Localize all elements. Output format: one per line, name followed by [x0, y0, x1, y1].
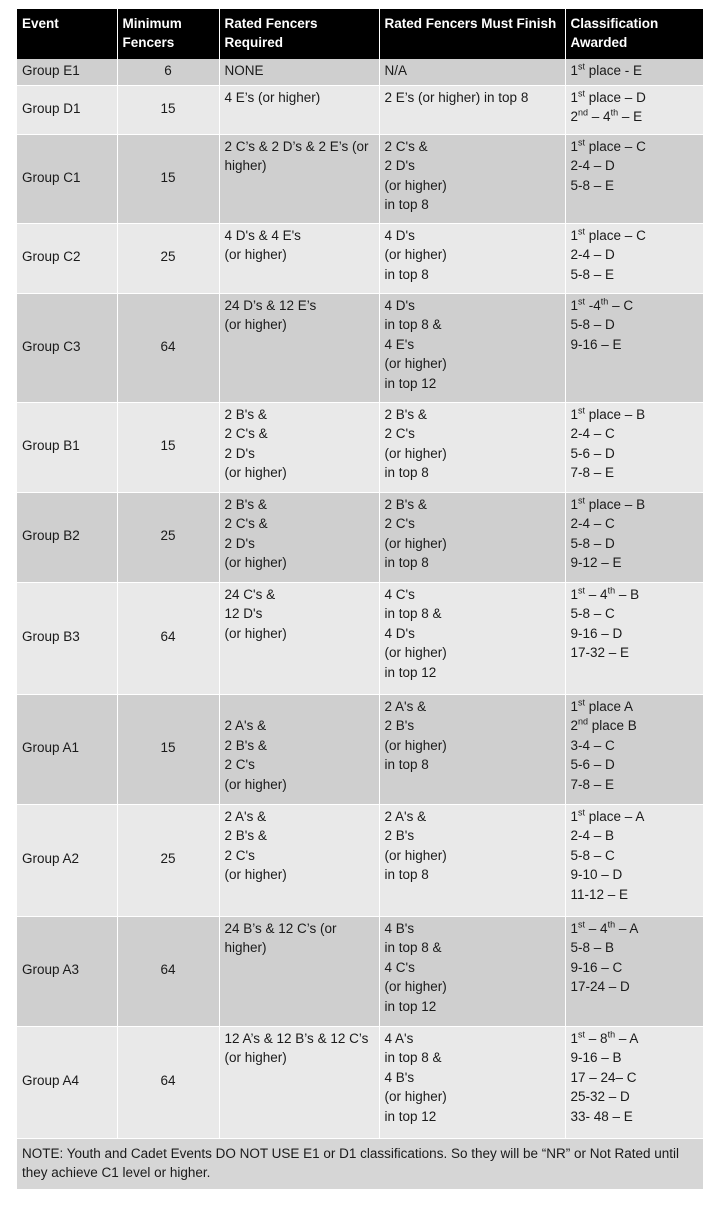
minimum-fencers-cell: 15 — [117, 694, 219, 804]
classification-line: 17-24 – D — [570, 979, 630, 994]
classification-line: 9-16 – D — [570, 625, 623, 641]
header-row — [17, 9, 703, 59]
classification-line: 1st place – C — [570, 226, 646, 243]
table-row — [17, 1026, 703, 1138]
classification-line: 9-12 – E — [570, 555, 622, 570]
header-event: Event — [17, 9, 117, 59]
classification-awarded-cell — [565, 804, 703, 916]
table-body — [17, 59, 703, 1189]
table-row — [17, 134, 703, 223]
minimum-fencers-cell: 25 — [117, 492, 219, 582]
classification-line: 3-4 – C — [570, 737, 615, 753]
classification-line: 5-8 – D — [570, 535, 615, 551]
classification-line: 2nd place B — [570, 716, 637, 733]
classification-line: 5-8 – D — [570, 317, 615, 332]
must-finish-cell: 2 B's & 2 C's (or higher) in top 8 — [379, 492, 565, 582]
rated-required-cell: 4 E’s (or higher) — [219, 85, 379, 134]
classification-line: 1st place - E — [570, 61, 643, 78]
classification-line: 5-8 – C — [570, 606, 615, 621]
must-finish-cell: 4 B's in top 8 & 4 C's (or higher) in top 12 — [379, 916, 565, 1026]
classification-line: 1st place – C — [570, 137, 646, 154]
header-rated-fencers-required: Rated Fencers Required — [219, 9, 379, 59]
event-cell: Group C3 — [17, 293, 117, 402]
table-row — [17, 804, 703, 916]
event-cell: Group C1 — [17, 134, 117, 223]
classification-awarded-cell — [565, 293, 703, 402]
note-text: NOTE: Youth and Cadet Events DO NOT USE E1 or D1 classifications. So they will be “NR” or Not Rated until they achieve C1 level or higher. — [17, 1138, 703, 1189]
classification-awarded-cell — [565, 1026, 703, 1138]
classification-line: 9-16 – C — [570, 959, 623, 975]
must-finish-cell: 2 C's & 2 D's (or higher) in top 8 — [379, 134, 565, 223]
minimum-fencers-cell: 15 — [117, 85, 219, 134]
table-row — [17, 85, 703, 134]
classification-line: 1st -4th – C — [570, 296, 634, 313]
classification-awarded-cell — [565, 85, 703, 134]
must-finish-cell: 4 D's in top 8 & 4 E's (or higher) in top 12 — [379, 293, 565, 402]
classification-awarded-cell — [565, 492, 703, 582]
classification-line: 11-12 – E — [570, 886, 629, 902]
classification-line: 1st place – D — [570, 88, 646, 105]
classification-line: 2nd – 4th – E — [570, 107, 643, 124]
table-row — [17, 492, 703, 582]
minimum-fencers-cell: 25 — [117, 223, 219, 293]
classification-line: 5-8 – E — [570, 177, 615, 193]
classification-line: 5-6 – D — [570, 445, 615, 461]
rated-required-cell: 4 D's & 4 E's (or higher) — [219, 223, 379, 293]
minimum-fencers-cell: 64 — [117, 1026, 219, 1138]
classification-line: 2-4 – B — [570, 828, 615, 843]
event-cell: Group A2 — [17, 804, 117, 916]
classification-line: 17 – 24– C — [570, 1069, 637, 1085]
classification-line: 17-32 – E — [570, 645, 630, 660]
minimum-fencers-cell: 6 — [117, 59, 219, 85]
table-row — [17, 916, 703, 1026]
classification-awarded-cell — [565, 402, 703, 492]
rated-required-cell: 24 D’s & 12 E’s (or higher) — [219, 293, 379, 402]
rated-required-cell: NONE — [219, 59, 379, 85]
classification-line: 2-4 – C — [570, 516, 615, 531]
rated-required-cell: 2 B's & 2 C's & 2 D's (or higher) — [219, 492, 379, 582]
classification-line: 1st place – B — [570, 405, 646, 422]
event-cell: Group B2 — [17, 492, 117, 582]
event-cell: Group A4 — [17, 1026, 117, 1138]
event-cell: Group A1 — [17, 694, 117, 804]
rated-required-cell: 2 A's & 2 B's & 2 C's (or higher) — [219, 804, 379, 916]
must-finish-cell: N/A — [379, 59, 565, 85]
classification-line: 9-16 – E — [570, 336, 622, 352]
classification-line: 7-8 – E — [570, 776, 615, 792]
classification-line: 9-10 – D — [570, 867, 623, 882]
table-row — [17, 694, 703, 804]
must-finish-cell: 2 A's & 2 B's (or higher) in top 8 — [379, 804, 565, 916]
classification-awarded-cell — [565, 223, 703, 293]
classification-line: 2-4 – D — [570, 247, 615, 262]
must-finish-cell: 2 E’s (or higher) in top 8 — [379, 85, 565, 134]
table-row — [17, 293, 703, 402]
header-minimum-fencers: Minimum Fencers — [117, 9, 219, 59]
minimum-fencers-cell: 64 — [117, 293, 219, 402]
classification-line: 1st place – B — [570, 495, 646, 512]
classification-awarded-cell — [565, 916, 703, 1026]
classification-line: 7-8 – E — [570, 465, 615, 480]
event-cell: Group A3 — [17, 916, 117, 1026]
table-row — [17, 223, 703, 293]
event-cell: Group E1 — [17, 59, 117, 85]
must-finish-cell: 4 C's in top 8 & 4 D's (or higher) in top 12 — [379, 582, 565, 694]
classification-line: 1st – 4th – A — [570, 919, 639, 936]
classification-line: 5-8 – B — [570, 940, 615, 955]
must-finish-cell: 2 B's & 2 C's (or higher) in top 8 — [379, 402, 565, 492]
table-row — [17, 59, 703, 85]
minimum-fencers-cell: 15 — [117, 134, 219, 223]
note-row — [17, 1138, 703, 1189]
classification-line: 1st – 8th – A — [570, 1029, 639, 1046]
rated-required-cell: 24 C's & 12 D's (or higher) — [219, 582, 379, 694]
header-rated-fencers-must-finish: Rated Fencers Must Finish — [379, 9, 565, 59]
classification-line: 25-32 – D — [570, 1089, 630, 1104]
rated-required-cell: 12 A’s & 12 B’s & 12 C’s (or higher) — [219, 1026, 379, 1138]
minimum-fencers-cell: 64 — [117, 916, 219, 1026]
must-finish-cell: 4 D's (or higher) in top 8 — [379, 223, 565, 293]
rated-required-cell: 2 B's & 2 C's & 2 D's (or higher) — [219, 402, 379, 492]
event-cell: Group B1 — [17, 402, 117, 492]
classification-awarded-cell — [565, 59, 703, 85]
minimum-fencers-cell: 15 — [117, 402, 219, 492]
event-cell: Group B3 — [17, 582, 117, 694]
must-finish-cell: 2 A's & 2 B's (or higher) in top 8 — [379, 694, 565, 804]
minimum-fencers-cell: 25 — [117, 804, 219, 916]
header-classification-awarded: Classification Awarded — [565, 9, 703, 59]
classification-awarded-cell — [565, 694, 703, 804]
minimum-fencers-cell: 64 — [117, 582, 219, 694]
table-row — [17, 402, 703, 492]
classification-line: 9-16 – B — [570, 1050, 622, 1065]
event-cell: Group D1 — [17, 85, 117, 134]
table-row — [17, 582, 703, 694]
classification-line: 2-4 – D — [570, 158, 615, 173]
classification-awarded-cell — [565, 582, 703, 694]
rated-required-cell: 2 A's & 2 B's & 2 C's (or higher) — [219, 694, 379, 804]
event-cell: Group C2 — [17, 223, 117, 293]
classification-line: 2-4 – C — [570, 426, 615, 441]
classification-line: 5-6 – D — [570, 757, 615, 772]
rated-required-cell: 2 C’s & 2 D’s & 2 E’s (or higher) — [219, 134, 379, 223]
classification-awarded-cell — [565, 134, 703, 223]
classification-line: 1st – 4th – B — [570, 585, 640, 602]
classification-line: 1st place A — [570, 697, 634, 714]
classification-table — [17, 9, 703, 1190]
classification-line: 33- 48 – E — [570, 1108, 633, 1124]
classification-line: 5-8 – E — [570, 266, 615, 282]
rated-required-cell: 24 B’s & 12 C’s (or higher) — [219, 916, 379, 1026]
classification-line: 1st place – A — [570, 807, 645, 824]
classification-line: 5-8 – C — [570, 847, 615, 863]
must-finish-cell: 4 A's in top 8 & 4 B's (or higher) in top 12 — [379, 1026, 565, 1138]
